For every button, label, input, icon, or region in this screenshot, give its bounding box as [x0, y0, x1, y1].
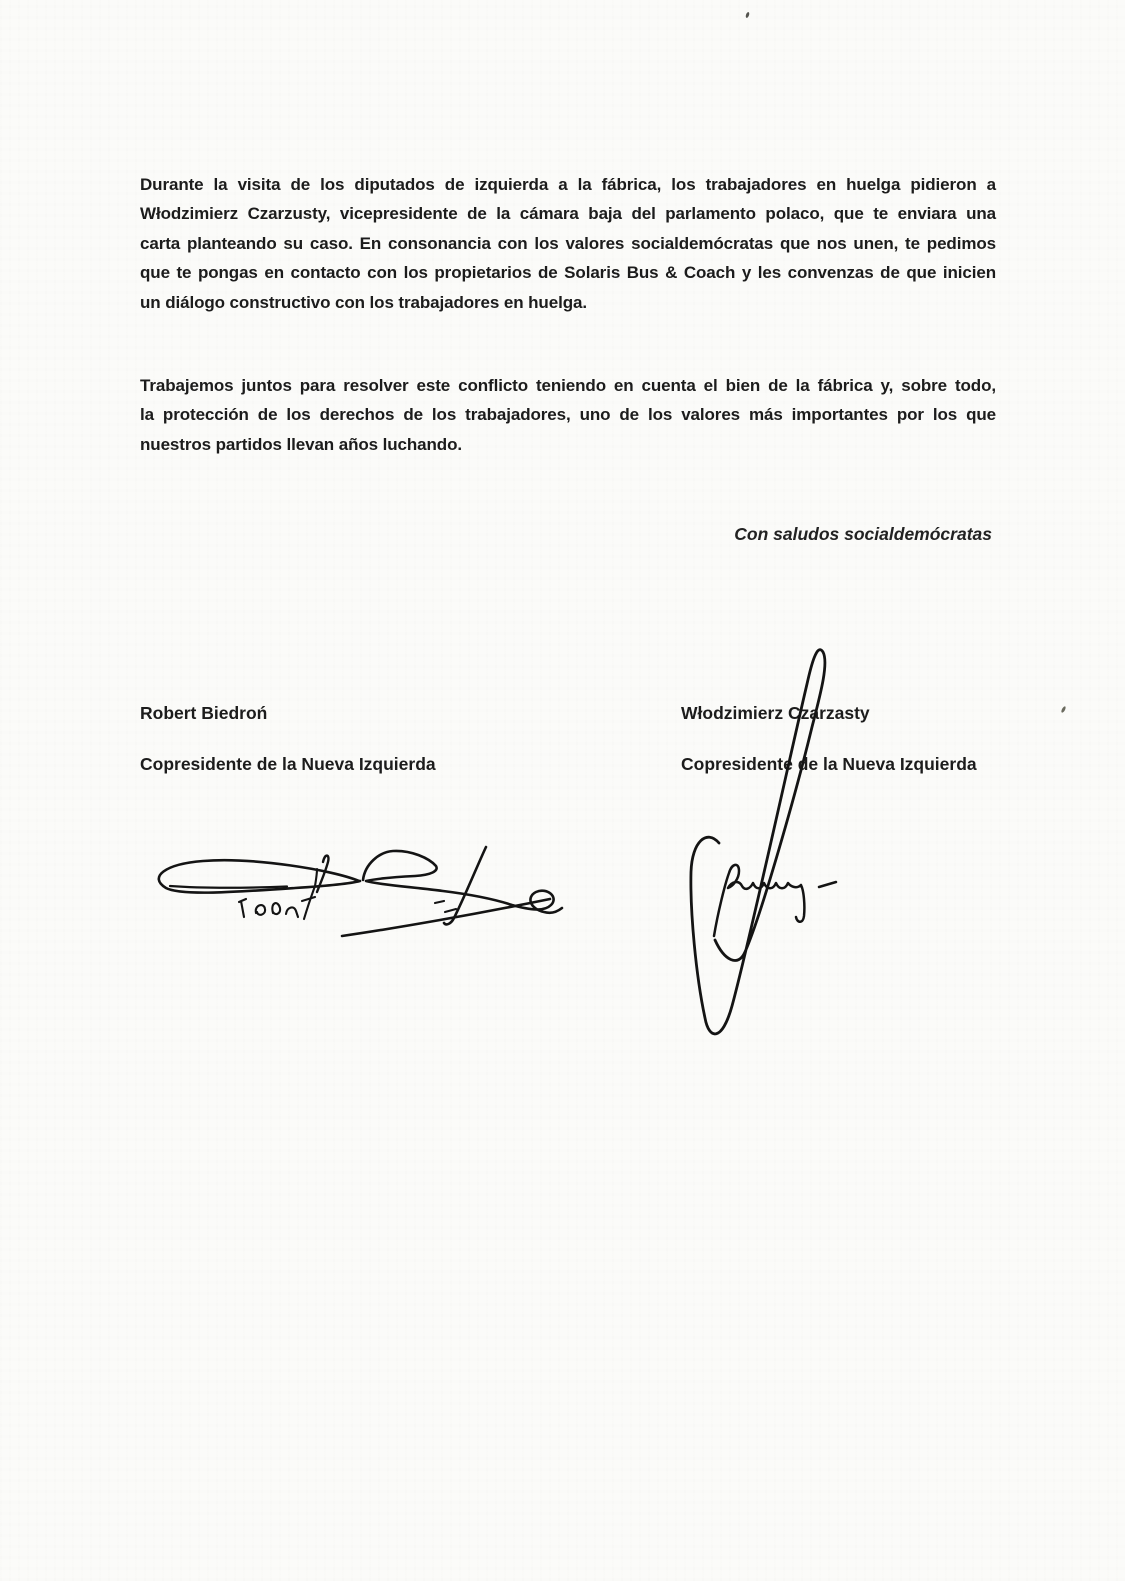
signature-stroke: [435, 901, 456, 912]
paragraph-line: carta planteando su caso. En consonancia con los valores socialdemócratas que nos unen, te pedimos: [140, 233, 996, 253]
scan-speck: [745, 12, 750, 19]
signature-stroke: [317, 856, 328, 892]
signature-stroke: [819, 882, 836, 887]
paragraph-line: la protección de los derechos de los trabajadores, uno de los valores más importantes por los que: [140, 405, 996, 425]
paragraph-line: Trabajemos juntos para resolver este conflicto teniendo en cuenta el bien de la fábrica y, sobre todo,: [140, 376, 996, 395]
signatory-block-right: [681, 701, 977, 776]
signature-stroke: [363, 851, 562, 913]
signature-stroke: [170, 886, 287, 888]
handwritten-signature-robert-biedron: [145, 828, 565, 943]
scan-speck: [1061, 706, 1067, 714]
signatory-title: Copresidente de la Nueva Izquierda: [681, 754, 977, 774]
signature-stroke: [272, 903, 280, 914]
paragraph-line: que te pongas en contacto con los propietarios de Solaris Bus & Coach y les convenzas de que inicien: [140, 263, 996, 283]
signature-stroke: [256, 905, 265, 915]
signatory-title: Copresidente de la Nueva Izquierda: [140, 754, 436, 774]
signature-stroke: [239, 899, 246, 917]
signatory-name: Włodzimierz Czarzasty: [681, 703, 870, 723]
letter-paragraph-1: [140, 170, 996, 317]
handwritten-signature-wlodzimierz-czarzasty: [648, 630, 873, 1060]
signature-stroke: [342, 899, 550, 936]
letter-paragraph-2: [140, 371, 996, 459]
paragraph-line: un diálogo constructivo con los trabajadores en huelga.: [140, 292, 587, 312]
signatory-name: Robert Biedroń: [140, 703, 268, 723]
signatory-block-left: [140, 701, 436, 776]
signature-stroke: [286, 907, 298, 917]
paragraph-line: Durante la visita de los diputados de izquierda a la fábrica, los trabajadores en huelga pidieron a: [140, 175, 996, 194]
signature-stroke: [714, 865, 804, 936]
paragraph-line: Włodzimierz Czarzusty, vicepresidente de la cámara baja del parlamento polaco, que te enviara una: [140, 204, 996, 224]
signature-stroke: [444, 847, 486, 924]
paragraph-line: nuestros partidos llevan años luchando.: [140, 434, 462, 454]
signature-stroke: [302, 869, 317, 919]
signature-stroke: [159, 860, 360, 892]
closing-salutation: Con saludos socialdemócratas: [734, 524, 992, 544]
